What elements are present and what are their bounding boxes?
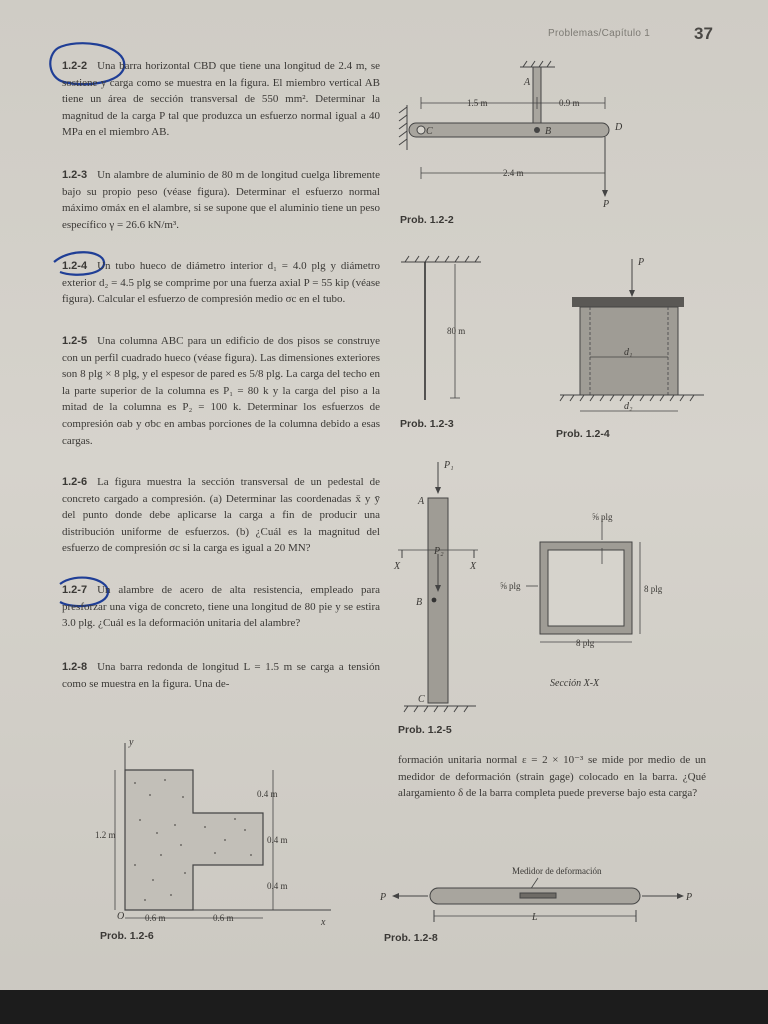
t-shaped-section (125, 770, 263, 910)
problem-text: Una barra horizontal CBD que tiene una longitud de 2.4 m, se sostiene y carga como se muestra en la figura. El miembro vertical AB tiene un área de sección transversal de 550 mm². Determinar la magnitud de la carga P tal que produzca un esfuerzo normal igual a 40 MPa en el miembro AB. (62, 60, 380, 139)
dim-0-4m-b: 0.4 m (267, 835, 288, 845)
strain-gage (520, 893, 556, 898)
dim-0-6m-b: 0.6 m (213, 913, 234, 923)
label-C: C (426, 126, 433, 137)
label-origin: O (117, 911, 125, 922)
problem-1-2-5 (62, 333, 380, 449)
running-head: Problemas/Capítulo 1 (548, 28, 651, 39)
dim-0-4m-a: 0.4 m (257, 789, 278, 799)
label-wall-thickness-top: ⅝ plg (592, 512, 613, 522)
caption-prob-1-2-8: Prob. 1.2-8 (384, 932, 438, 944)
problem-text-part-1: Una barra redonda de longitud L = 1.5 m se carga a tensión como se muestra en la figura. Una de- (62, 661, 380, 690)
label-P2: P₂ (434, 546, 444, 557)
problem-text: La figura muestra la sección transversal de un pedestal de concreto cargado a compresión. (a) Determinar las coordenadas x̄ y ȳ del punto donde debe aplicarse la carga a fin de producir una distribución uniforme de esfuerzos. (b) ¿Cuál es la magnitud del esfuerzo de compresión σc si la carga es igual a 20 MN? (62, 476, 380, 555)
label-side-horizontal: 8 plg (576, 638, 595, 648)
problem-number: 1.2-4 (62, 260, 88, 272)
column-ABC (428, 498, 448, 703)
dim-0-6m-a: 0.6 m (145, 913, 166, 923)
label-wall-thickness-left: ⅝ plg (500, 581, 521, 591)
figure-1-2-2 (395, 55, 655, 225)
label-P: P (638, 257, 645, 268)
label-side-vertical: 8 plg (644, 584, 663, 594)
dim-1-5m: 1.5 m (467, 98, 488, 108)
caption-prob-1-2-3: Prob. 1.2-3 (400, 418, 454, 430)
figure-1-2-5-column (390, 458, 500, 718)
problem-text: Un alambre de aluminio de 80 m de longitud cuelga libremente bajo su propio peso (véase figura). Determinar el esfuerzo normal máximo σmáx en el alambre, si se supone que el aluminio tiene un peso específico γ = 26.6 kN/m³. (62, 169, 380, 231)
label-d1: d₁ (624, 347, 633, 358)
problem-1-2-6 (62, 474, 380, 557)
page-edge-shadow (0, 990, 768, 1024)
label-A: A (418, 496, 425, 507)
caption-prob-1-2-6: Prob. 1.2-6 (100, 930, 154, 942)
figure-1-2-8 (380, 862, 700, 942)
label-B: B (416, 597, 423, 608)
problem-number: 1.2-2 (62, 60, 88, 72)
dim-2-4m: 2.4 m (503, 168, 524, 178)
problem-number: 1.2-3 (62, 169, 88, 181)
figure-1-2-5-section (498, 508, 698, 688)
figure-1-2-6 (95, 735, 335, 945)
caption-prob-1-2-2: Prob. 1.2-2 (400, 214, 454, 226)
label-L: L (532, 912, 538, 923)
dim-0-4m-c: 0.4 m (267, 881, 288, 891)
dim-1-2m: 1.2 m (95, 830, 116, 840)
label-C: C (418, 694, 425, 705)
label-strain-gage: Medidor de deformación (512, 866, 602, 876)
figure-1-2-4 (550, 255, 710, 425)
top-plate (572, 297, 684, 307)
label-P-left: P (380, 892, 387, 903)
caption-prob-1-2-4: Prob. 1.2-4 (556, 428, 610, 440)
problem-number: 1.2-8 (62, 661, 88, 673)
problem-text: Una columna ABC para un edificio de dos pisos se construye con un perfil cuadrado hueco (véase figura). Las dimensiones exteriores son 8 plg × 8 plg, y el espesor de pared es 5/8 plg. La carga del techo en la parte superior de la columna es P₁ = 80 k y la carga del piso a la mitad de la columna es P₂ = 100 k. Determinar los esfuerzos de compresión σab y σbc en ambas porciones de la columna debido a esas cargas. (62, 335, 380, 447)
label-D: D (615, 122, 623, 133)
problem-text: Un alambre de acero de alta resistencia, empleado para presforzar una viga de concreto, tiene una longitud de 80 pie y se estira 3.0 plg. ¿Cuál es la deformación unitaria del alambre? (62, 584, 380, 630)
problem-1-2-8-continued (398, 752, 706, 802)
problem-text: Un tubo hueco de diámetro interior d₁ = 4.0 plg y diámetro exterior d₂ = 4.5 plg se comprime por una fuerza axial P = 55 kip (véase figura). Calcular el esfuerzo de compresión medio σc en el tubo. (62, 260, 380, 306)
label-d2: d₂ (624, 401, 633, 412)
label-X-left: X (394, 561, 401, 572)
label-section: Sección X-X (550, 678, 600, 689)
label-P-right: P (686, 892, 693, 903)
label-P1: P₁ (444, 460, 454, 471)
label-P: P (603, 199, 610, 210)
page-number: 37 (694, 24, 713, 43)
problem-number: 1.2-6 (62, 476, 88, 488)
label-y-axis: y (129, 737, 134, 748)
figure-1-2-3 (395, 252, 495, 412)
problem-number: 1.2-7 (62, 584, 88, 596)
label-A: A (524, 77, 531, 88)
problem-number: 1.2-5 (62, 335, 88, 347)
bar-CBD (409, 123, 609, 137)
label-X-right: X (470, 561, 477, 572)
problem-1-2-8 (62, 659, 380, 692)
problem-1-2-2 (62, 58, 380, 141)
problem-1-2-7 (62, 582, 380, 632)
problem-1-2-3 (62, 167, 380, 233)
dim-0-9m: 0.9 m (559, 98, 580, 108)
label-B: B (545, 126, 552, 137)
label-80m: 80 m (447, 326, 466, 336)
label-x-axis: x (321, 917, 326, 928)
problem-text-part-2: formación unitaria normal ε = 2 × 10⁻³ se mide por medio de un medidor de deformación (strain gage) colocado en la barra. ¿Qué alargamiento δ de la barra completa puede preverse bajo esta carga? (398, 754, 706, 800)
caption-prob-1-2-5: Prob. 1.2-5 (398, 724, 452, 736)
problem-1-2-4 (62, 258, 380, 308)
